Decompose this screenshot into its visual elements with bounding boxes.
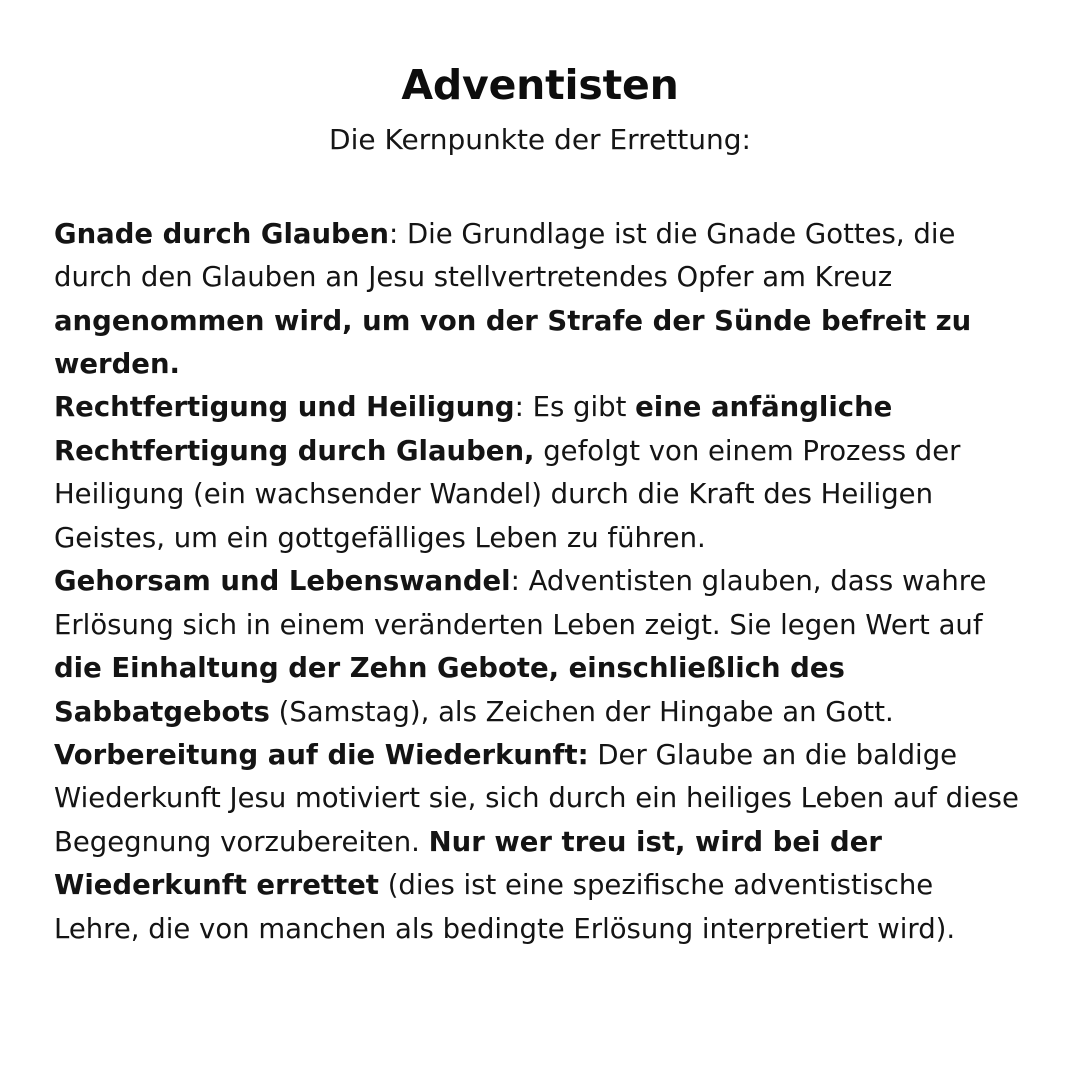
paragraph-gehorsam-und-lebenswandel: Gehorsam und Lebenswandel: Adventisten glauben, dass wahre Erlösung sich in einem veränderten Leben zeigt. Sie legen Wert auf die Einhaltung der Zehn Gebote, einschließlich des Sabbatgebots (Samstag), als Zeichen der Hingabe an Gott. [54,565,987,728]
paragraph-gnade-durch-glauben: Gnade durch Glauben: Die Grundlage ist die Gnade Gottes, die durch den Glauben an Jesu stellvertretendes Opfer am Kreuz angenommen wird, um von der Strafe der Sünde befreit zu werden. [54,217,972,381]
page-title: Adventisten [401,61,679,109]
paragraph-rechtfertigung-und-heiligung: Rechtfertigung und Heiligung: Es gibt eine anfängliche Rechtfertigung durch Glauben, gefolgt von einem Prozess der Heiligung (ein wachsender Wandel) durch die Kraft des Heiligen Geistes, um ein gottgefälliges Leben zu führen. [54,391,961,554]
document-body [54,213,1026,951]
page-subtitle: Die Kernpunkte der Errettung: [329,123,751,157]
paragraph-vorbereitung-auf-die-wiederkunft: Vorbereitung auf die Wiederkunft: Der Glaube an die baldige Wiederkunft Jesu motiviert sie, sich durch ein heiliges Leben auf diese Begegnung vorzubereiten. Nur wer treu ist, wird bei der Wiederkunft errettet (dies ist eine spezifische adventistische Lehre, die von manchen als bedingte Erlösung interpretiert wird). [54,738,1019,945]
